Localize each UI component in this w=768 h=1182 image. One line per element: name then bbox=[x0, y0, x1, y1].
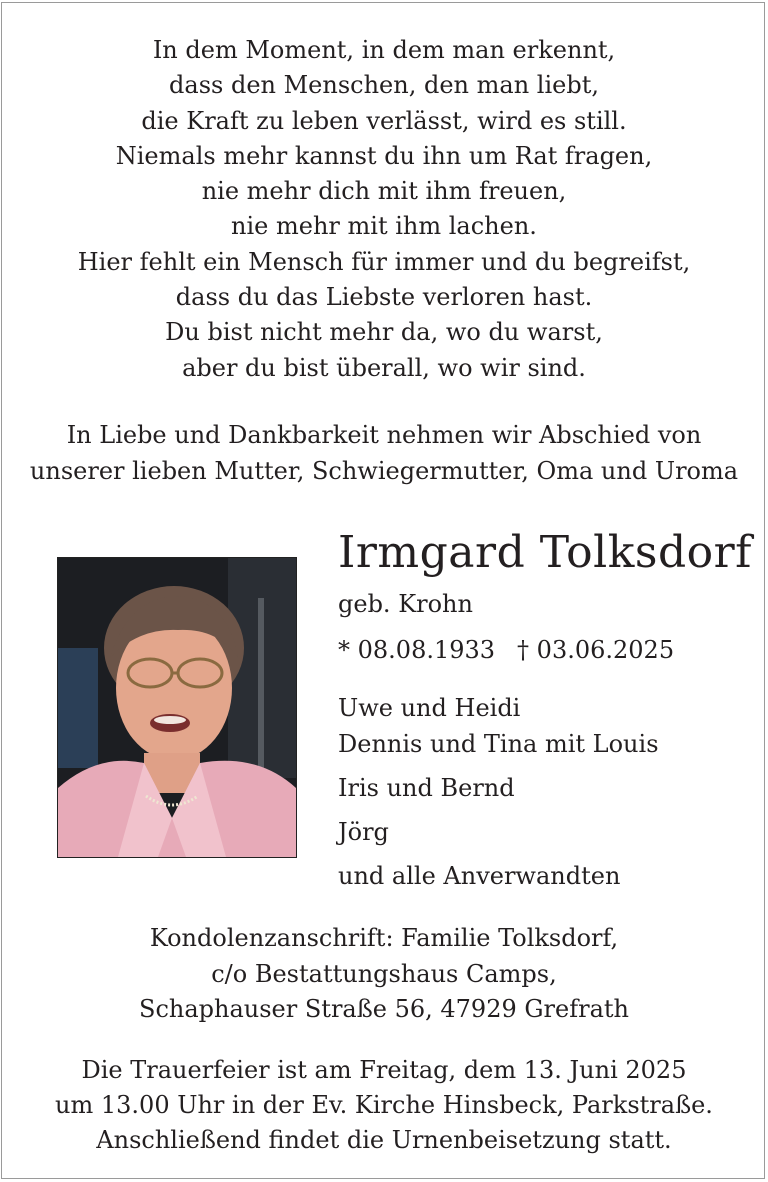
poem-line: dass den Menschen, den man liebt, bbox=[169, 71, 599, 100]
funeral-service-info bbox=[2, 1053, 766, 1158]
farewell-intro bbox=[2, 417, 766, 489]
poem-line: Niemals mehr kannst du ihn um Rat fragen, bbox=[115, 141, 653, 170]
portrait-image bbox=[58, 558, 296, 857]
poem bbox=[2, 33, 766, 386]
birth-date: * 08.08.1933 bbox=[338, 636, 496, 664]
condolence-line: Kondolenzanschrift: Familie Tolksdorf, bbox=[149, 924, 619, 952]
poem-line: nie mehr mit ihm lachen. bbox=[231, 212, 537, 241]
poem-line: die Kraft zu leben verlässt, wird es still. bbox=[141, 106, 627, 135]
portrait-photo bbox=[57, 557, 297, 858]
service-line: Die Trauerfeier ist am Freitag, dem 13. Juni 2025 bbox=[81, 1056, 687, 1084]
birth-name: geb. Krohn bbox=[338, 590, 473, 618]
mourner-line: Iris und Bernd bbox=[338, 774, 515, 802]
deceased-name: Irmgard Tolksdorf bbox=[338, 527, 752, 578]
condolence-line: c/o Bestattungshaus Camps, bbox=[211, 959, 557, 988]
intro-line: In Liebe und Dankbarkeit nehmen wir Abschied von bbox=[66, 421, 702, 449]
poem-line: In dem Moment, in dem man erkennt, bbox=[152, 36, 616, 64]
death-date: † 03.06.2025 bbox=[517, 636, 675, 664]
poem-line: dass du das Liebste verloren hast. bbox=[175, 283, 593, 312]
poem-line: nie mehr dich mit ihm freuen, bbox=[201, 177, 567, 206]
condolence-address bbox=[2, 921, 766, 1028]
poem-line: aber du bist überall, wo wir sind. bbox=[182, 353, 586, 382]
poem-line: Du bist nicht mehr da, wo du warst, bbox=[165, 318, 603, 347]
poem-line: Hier fehlt ein Mensch für immer und du begreifst, bbox=[77, 247, 691, 276]
intro-line: unserer lieben Mutter, Schwiegermutter, Oma und Uroma bbox=[29, 457, 739, 485]
obituary-frame bbox=[1, 2, 765, 1179]
service-line: um 13.00 Uhr in der Ev. Kirche Hinsbeck, Parkstraße. bbox=[55, 1091, 713, 1119]
condolence-line: Schaphauser Straße 56, 47929 Grefrath bbox=[139, 995, 629, 1023]
mourner-line: Jörg bbox=[338, 818, 389, 846]
service-line: Anschließend findet die Urnenbeisetzung statt. bbox=[96, 1126, 672, 1154]
mourner-line: und alle Anverwandten bbox=[338, 862, 621, 890]
mourner-line: Uwe und Heidi bbox=[338, 694, 521, 722]
mourner-line: Dennis und Tina mit Louis bbox=[338, 730, 659, 758]
life-dates bbox=[338, 633, 674, 667]
